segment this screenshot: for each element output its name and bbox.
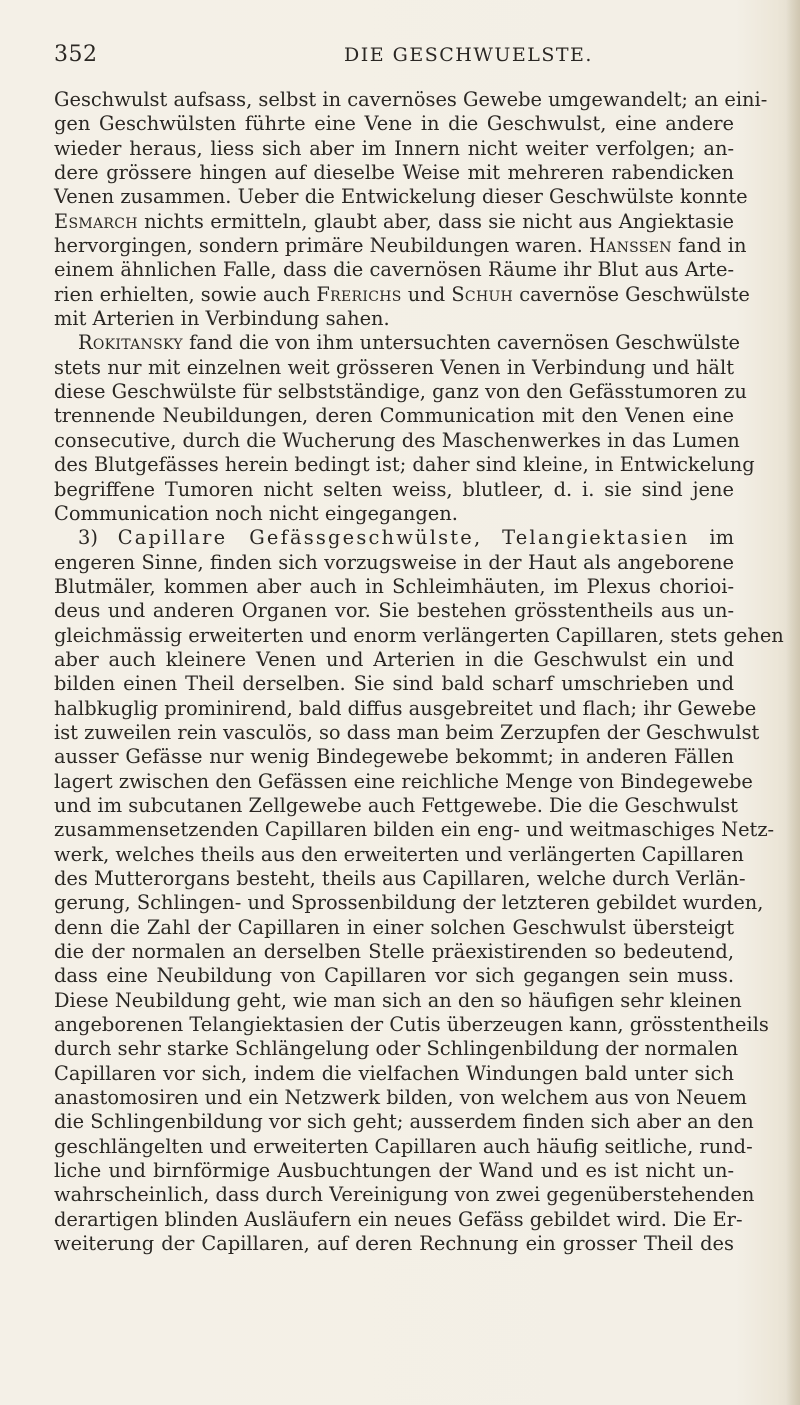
text-line: wahrscheinlich, dass durch Vereinigung von zwei gegenüberstehenden (54, 1183, 755, 1207)
text-line: angeborenen Telangiektasien der Cutis überzeugen kann, grösstentheils (54, 1013, 769, 1037)
author-name: Hanssen (589, 234, 672, 258)
section-number: 3) (78, 526, 98, 550)
text-line: wieder heraus, liess sich aber im Innern nicht weiter verfolgen; an- (54, 136, 734, 160)
text-line: geschlängelten und erweiterten Capillaren auch häufig seitliche, rund- (54, 1134, 753, 1158)
text-line: gen Geschwülsten führte eine Vene in die Geschwulst, eine andere (54, 112, 734, 136)
text-line: derartigen blinden Ausläufern ein neues Gefäss gebildet wird. Die Er- (54, 1207, 743, 1231)
text-line: dass eine Neubildung von Capillaren vor sich gegangen sein muss. (54, 964, 734, 988)
text-line: mit Arterien in Verbindung sahen. (54, 307, 390, 331)
text-line: des Blutgefässes herein bedingt ist; daher sind kleine, in Entwickelung (54, 453, 755, 477)
text-line: Geschwulst aufsass, selbst in cavernöses Gewebe umgewandelt; an eini- (54, 88, 768, 111)
author-name: Rokitansky (78, 331, 183, 355)
section-heading-term: Telangiektasien (502, 526, 690, 550)
section-heading-line (54, 526, 734, 550)
page-header (54, 42, 734, 72)
text-line: diese Geschwülste für selbstständige, ganz von den Gefässtumoren zu (54, 380, 747, 404)
text-line: einem ähnlichen Falle, dass die cavernösen Räume ihr Blut aus Arte- (54, 258, 734, 282)
body-text (54, 88, 784, 1257)
text-line: dere grössere hingen auf dieselbe Weise mit mehreren rabendicken (54, 161, 734, 185)
text-line: die Schlingenbildung vor sich geht; ausserdem finden sich aber an den (54, 1110, 754, 1134)
text-line: und im subcutanen Zellgewebe auch Fettgewebe. Die die Geschwulst (54, 793, 738, 817)
text-line: Diese Neubildung geht, wie man sich an den so häufigen sehr kleinen (54, 988, 742, 1012)
section-heading: Capillare Gefässgeschwülste, (117, 526, 483, 550)
text-line: rien erhielten, sowie auch Frerichs und Schuh cavernöse Geschwülste (54, 282, 750, 306)
text-line: lagert zwischen den Gefässen eine reichliche Menge von Bindegewebe (54, 769, 753, 793)
text-line: bilden einen Theil derselben. Sie sind bald scharf umschrieben und (54, 672, 734, 696)
text-line: hervorgingen, sondern primäre Neubildungen waren. Hanssen fand in (54, 234, 747, 258)
text-line: Venen zusammen. Ueber die Entwickelung dieser Geschwülste konnte (54, 185, 748, 209)
text-line: ausser Gefässe nur wenig Bindegewebe bekommt; in anderen Fällen (54, 745, 734, 769)
text-line: werk, welches theils aus den erweiterten und verlängerten Capillaren (54, 842, 744, 866)
text-line: Blutmäler, kommen aber auch in Schleimhäuten, im Plexus chorioi- (54, 574, 734, 598)
text-line: begriffene Tumoren nicht selten weiss, blutleer, d. i. sie sind jene (54, 477, 734, 501)
text-line: durch sehr starke Schlängelung oder Schlingenbildung der normalen (54, 1037, 739, 1061)
author-name: Schuh (451, 282, 514, 306)
author-name: Frerichs (316, 282, 402, 306)
text-line: consecutive, durch die Wucherung des Maschenwerkes in das Lumen (54, 428, 740, 452)
text-line: zusammensetzenden Capillaren bilden ein eng- und weitmaschiges Netz- (54, 818, 775, 842)
running-head: DIE GESCHWUELSTE. (344, 44, 593, 66)
text-line: Capillaren vor sich, indem die vielfachen Windungen bald unter sich (54, 1061, 734, 1085)
text-line: Communication noch nicht eingegangen. (54, 501, 458, 525)
author-name: Esmarch (54, 209, 138, 233)
text-line: engeren Sinne, finden sich vorzugsweise in der Haut als angeborene (54, 550, 734, 574)
text-line: Esmarch nichts ermitteln, glaubt aber, dass sie nicht aus Angiektasie (54, 209, 734, 233)
text-line: die der normalen an derselben Stelle präexistirenden so bedeutend, (54, 940, 734, 964)
text-line: halbkuglig prominirend, bald diffus ausgebreitet und flach; ihr Gewebe (54, 696, 757, 720)
heading-tail: im (709, 526, 734, 550)
text-line: deus und anderen Organen vor. Sie bestehen grösstentheils aus un- (54, 599, 734, 623)
text-line: gerung, Schlingen- und Sprossenbildung der letzteren gebildet wurden, (54, 891, 764, 915)
text-line: weiterung der Capillaren, auf deren Rechnung ein grosser Theil des (54, 1232, 734, 1256)
text-line: stets nur mit einzelnen weit grösseren Venen in Verbindung und hält (54, 355, 734, 379)
page-number: 352 (54, 42, 98, 67)
text-line: anastomosiren und ein Netzwerk bilden, von welchem aus von Neuem (54, 1086, 747, 1110)
page-edge-shadow (786, 0, 800, 1405)
text-line: gleichmässig erweiterten und enorm verlängerten Capillaren, stets gehen (54, 623, 784, 647)
text-line: ist zuweilen rein vasculös, so dass man beim Zerzupfen der Geschwulst (54, 720, 760, 744)
text-line: Rokitansky fand die von ihm untersuchten cavernösen Geschwülste (78, 331, 741, 355)
text-line: trennende Neubildungen, deren Communication mit den Venen eine (54, 404, 734, 428)
text-line: aber auch kleinere Venen und Arterien in die Geschwulst ein und (54, 647, 734, 671)
text-line: liche und birnförmige Ausbuchtungen der Wand und es ist nicht un- (54, 1159, 734, 1183)
text-line: denn die Zahl der Capillaren in einer solchen Geschwulst übersteigt (54, 915, 734, 939)
text-line: des Mutterorgans besteht, theils aus Capillaren, welche durch Verlän- (54, 867, 746, 890)
